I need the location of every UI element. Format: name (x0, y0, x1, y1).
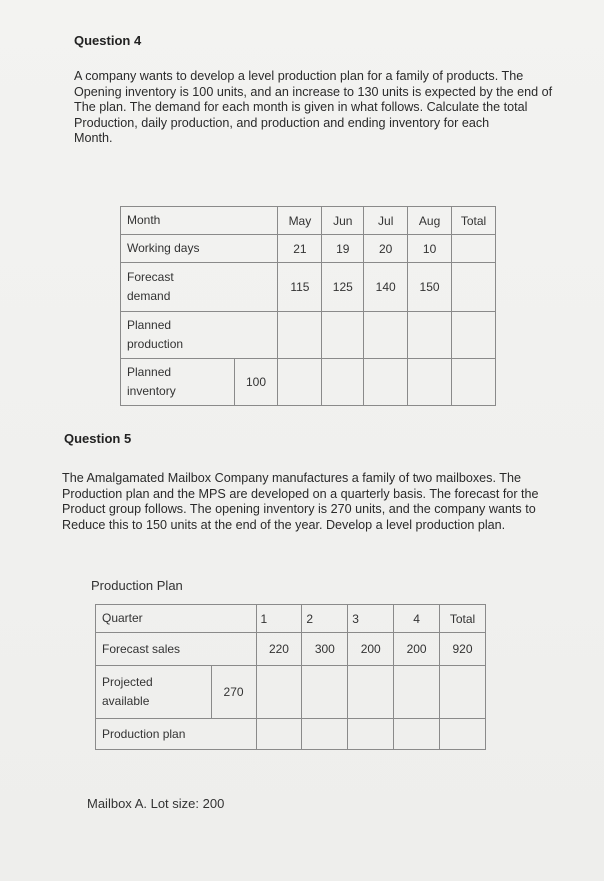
value-cell: 21 (278, 235, 322, 263)
projected-available-label (96, 666, 212, 719)
total-header-cell: Total (440, 605, 486, 633)
q4-production-table (120, 206, 496, 406)
label-line: Projected (102, 675, 153, 689)
value-cell: 200 (394, 633, 440, 666)
quarter-cell: 3 (348, 605, 394, 633)
empty-cell (452, 312, 496, 359)
label-line: Forecast (127, 270, 174, 284)
empty-cell (440, 719, 486, 750)
q5-line: Product group follows. The opening inventory is 270 units, and the company wants to (62, 502, 536, 516)
value-cell: 20 (364, 235, 408, 263)
label-line: Planned (127, 365, 172, 379)
empty-cell (394, 666, 440, 719)
empty-cell (408, 312, 452, 359)
q4-line: Month. (74, 131, 113, 145)
empty-cell (322, 312, 364, 359)
empty-cell (278, 312, 322, 359)
table-row (121, 312, 496, 359)
empty-cell (348, 719, 394, 750)
value-cell: 140 (364, 263, 408, 312)
value-cell: 10 (408, 235, 452, 263)
total-value-cell: 920 (440, 633, 486, 666)
empty-cell (278, 359, 322, 406)
label-line: available (102, 694, 150, 708)
mailbox-lot-size-note: Mailbox A. Lot size: 200 (87, 796, 225, 811)
month-cell: Aug (408, 207, 452, 235)
label-line: Planned (127, 318, 172, 332)
empty-cell (452, 235, 496, 263)
label-line: production (127, 337, 184, 351)
month-cell: Jul (364, 207, 408, 235)
opening-inventory-cell: 100 (234, 359, 278, 406)
forecast-sales-label: Forecast sales (96, 633, 257, 666)
month-header-cell: Month (121, 207, 278, 235)
production-plan-title: Production Plan (91, 578, 183, 593)
empty-cell (408, 359, 452, 406)
empty-cell (394, 719, 440, 750)
table-row (96, 719, 486, 750)
empty-cell (302, 719, 348, 750)
table-row (96, 633, 486, 666)
planned-inventory-label (121, 359, 235, 406)
empty-cell (452, 359, 496, 406)
q5-line: Production plan and the MPS are developed on a quarterly basis. The forecast for the (62, 486, 539, 501)
question-4-text (74, 69, 584, 147)
q5-production-plan-table (95, 604, 486, 750)
question-5-heading: Question 5 (64, 431, 132, 446)
table-row (96, 666, 486, 719)
value-cell: 300 (302, 633, 348, 666)
empty-cell (302, 666, 348, 719)
total-header-cell: Total (452, 207, 496, 235)
value-cell: 115 (278, 263, 322, 312)
empty-cell (322, 359, 364, 406)
q5-line: The Amalgamated Mailbox Company manufactures a family of two mailboxes. The (62, 471, 521, 485)
q4-line: Production, daily production, and production and ending inventory for each (74, 115, 490, 130)
month-cell: Jun (322, 207, 364, 235)
empty-cell (452, 263, 496, 312)
value-cell: 19 (322, 235, 364, 263)
label-line: demand (127, 289, 171, 303)
forecast-demand-label (121, 263, 278, 312)
empty-cell (256, 719, 302, 750)
month-cell: May (278, 207, 322, 235)
production-plan-label: Production plan (96, 719, 257, 750)
quarter-cell: 2 (302, 605, 348, 633)
empty-cell (440, 666, 486, 719)
value-cell: 200 (348, 633, 394, 666)
quarter-header-cell: Quarter (96, 605, 257, 633)
empty-cell (348, 666, 394, 719)
q4-line: A company wants to develop a level production plan for a family of products. The (74, 69, 524, 83)
table-row (121, 235, 496, 263)
question-5-text (62, 471, 587, 533)
quarter-cell: 4 (394, 605, 440, 633)
table-row (121, 207, 496, 235)
empty-cell (364, 359, 408, 406)
value-cell: 125 (322, 263, 364, 312)
table-row (121, 263, 496, 312)
empty-cell (364, 312, 408, 359)
q4-line: The plan. The demand for each month is given in what follows. Calculate the total (74, 100, 528, 114)
value-cell: 220 (256, 633, 302, 666)
planned-production-label (121, 312, 278, 359)
working-days-label: Working days (121, 235, 278, 263)
label-line: inventory (127, 384, 176, 398)
table-row (96, 605, 486, 633)
opening-inventory-cell: 270 (211, 666, 256, 719)
q4-line: Opening inventory is 100 units, and an increase to 130 units is expected by the end of (74, 84, 553, 99)
question-4-heading: Question 4 (74, 33, 142, 48)
empty-cell (256, 666, 302, 719)
quarter-cell: 1 (256, 605, 302, 633)
table-row (121, 359, 496, 406)
q5-line: Reduce this to 150 units at the end of the year. Develop a level production plan. (62, 517, 506, 532)
value-cell: 150 (408, 263, 452, 312)
